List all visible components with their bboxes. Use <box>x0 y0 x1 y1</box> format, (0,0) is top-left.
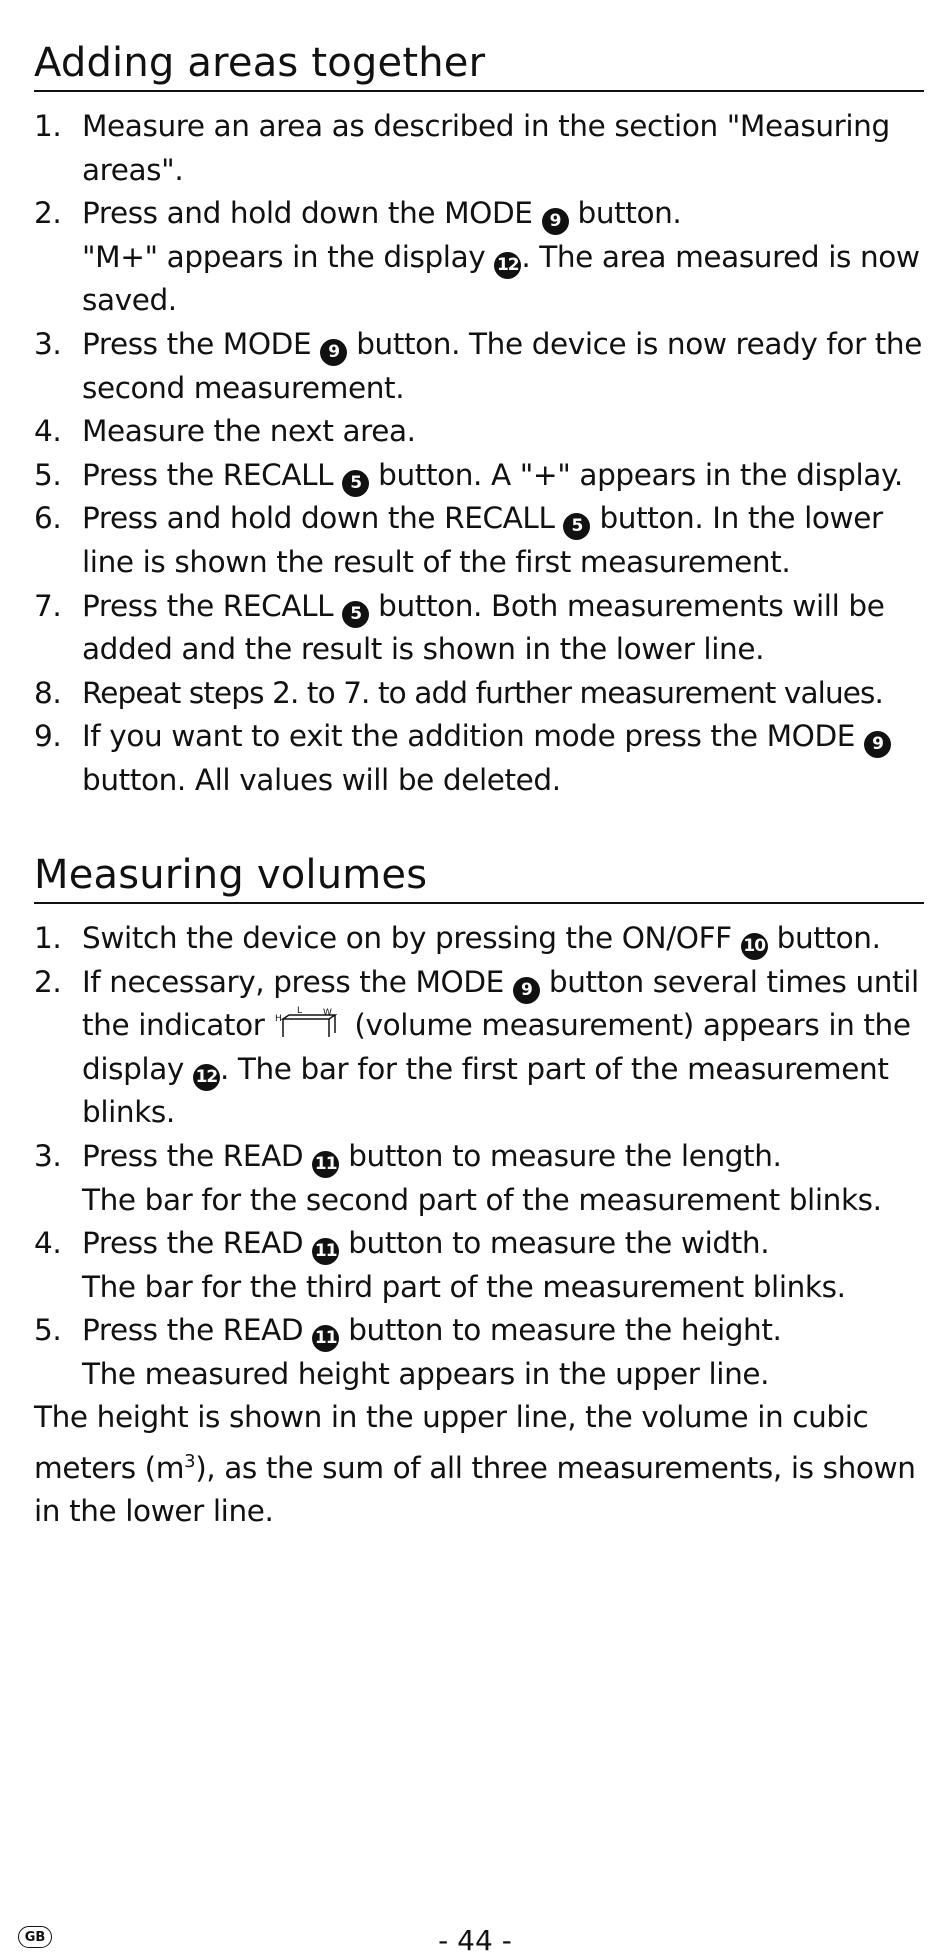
step-text: button. <box>767 921 881 955</box>
list-item <box>34 1222 929 1309</box>
list-item <box>34 192 929 323</box>
mode-button-reference: 9 <box>513 977 540 1004</box>
list-item <box>34 961 929 1135</box>
step-text: "M+" appears in the display <box>82 239 495 274</box>
step-text: Measure an area as described in the section "Measuring areas". <box>82 109 890 187</box>
mode-button-reference: 9 <box>864 731 891 758</box>
on-off-button-reference: 10 <box>741 933 768 960</box>
step-number: 1. <box>34 109 62 143</box>
step-number: 6. <box>34 501 62 536</box>
country-badge: GB <box>18 1926 52 1948</box>
step-number: 9. <box>34 719 62 754</box>
step-text: button. <box>568 196 682 231</box>
list-item <box>34 1135 929 1222</box>
step-number: 8. <box>34 675 62 710</box>
recall-button-reference: 5 <box>563 513 590 540</box>
step-number: 3. <box>34 1138 62 1173</box>
step-text: button to measure the length. <box>339 1138 782 1173</box>
step-text: (volume measurement) appears in the display <box>82 1008 911 1086</box>
step-number: 2. <box>34 196 62 231</box>
paragraph <box>34 1396 929 1534</box>
recall-button-reference: 5 <box>342 470 369 497</box>
step-number: 7. <box>34 588 62 623</box>
step-text: If you want to exit the addition mode press the MODE <box>82 719 865 754</box>
paragraph-text: The height is shown in the upper line, the volume in cubic meters (m <box>34 1400 869 1485</box>
list-item <box>34 1309 929 1396</box>
list-item <box>34 497 929 584</box>
step-text: . The area measured is now saved. <box>82 239 920 318</box>
read-button-reference: 11 <box>312 1325 339 1352</box>
step-text: Repeat steps 2. to 7. to add further measurement values. <box>82 675 883 710</box>
step-text: Press the READ <box>82 1226 313 1261</box>
step-text: button. A "+" appears in the display. <box>369 457 903 492</box>
step-text: If necessary, press the MODE <box>82 964 513 999</box>
step-text: The measured height appears in the upper line. <box>82 1356 770 1391</box>
read-button-reference: 11 <box>312 1151 339 1178</box>
section-heading-adding-areas: Adding areas together <box>34 40 924 92</box>
step-text: button to measure the width. <box>339 1226 770 1261</box>
superscript: 3 <box>184 1450 196 1472</box>
list-item <box>34 672 929 716</box>
step-text: Measure the next area. <box>82 414 416 449</box>
adding-areas-steps <box>34 105 929 803</box>
step-text: Press the MODE <box>82 326 321 361</box>
step-text: Press the RECALL <box>82 588 343 623</box>
recall-button-reference: 5 <box>342 601 369 628</box>
closing-paragraph <box>34 1396 929 1534</box>
list-item <box>34 410 929 454</box>
step-text: button several times until the indicator <box>82 964 919 1043</box>
step-text: Switch the device on by pressing the ON/OFF <box>82 921 741 955</box>
display-reference: 12 <box>193 1064 220 1091</box>
step-number: 4. <box>34 1226 62 1261</box>
step-number: 2. <box>34 964 62 999</box>
step-text: button. Both measurements will be added and the result is shown in the lower line. <box>82 588 885 667</box>
mode-button-reference: 9 <box>320 339 347 366</box>
step-text: . The bar for the first part of the measurement blinks. <box>82 1051 889 1130</box>
step-text: The bar for the second part of the measurement blinks. <box>82 1182 882 1217</box>
step-number: 3. <box>34 326 62 361</box>
section-heading-measuring-volumes: Measuring volumes <box>34 852 924 904</box>
paragraph-text: ), as the sum of all three measurements, is shown in the lower line. <box>34 1450 916 1529</box>
indicator-label-w: W <box>323 1008 332 1019</box>
step-text: button. The device is now ready for the second measurement. <box>82 326 922 405</box>
list-item <box>34 454 929 498</box>
step-text: Press and hold down the RECALL <box>82 501 564 536</box>
step-text: button. In the lower line is shown the result of the first measurement. <box>82 501 883 579</box>
step-number: 5. <box>34 1313 62 1348</box>
measuring-volumes-steps <box>34 917 929 1397</box>
step-number: 1. <box>34 921 62 955</box>
step-text: button to measure the height. <box>339 1313 782 1348</box>
display-reference: 12 <box>494 252 521 279</box>
list-item <box>34 105 929 192</box>
step-text: Press the READ <box>82 1138 313 1173</box>
step-text: Press the READ <box>82 1313 313 1348</box>
step-text: The bar for the third part of the measurement blinks. <box>82 1269 846 1304</box>
list-item <box>34 323 929 410</box>
list-item <box>34 715 929 802</box>
volume-indicator-icon <box>273 1005 345 1041</box>
mode-button-reference: 9 <box>542 208 569 235</box>
step-number: 4. <box>34 414 62 449</box>
step-text: Press and hold down the MODE <box>82 196 542 231</box>
list-item <box>34 585 929 672</box>
step-number: 5. <box>34 457 62 492</box>
indicator-label-h: H <box>275 1014 282 1025</box>
indicator-label-l: L <box>297 1006 303 1017</box>
list-item <box>34 917 929 961</box>
read-button-reference: 11 <box>312 1238 339 1265</box>
step-text: Press the RECALL <box>82 457 343 492</box>
step-text: button. All values will be deleted. <box>82 762 561 797</box>
page-number: - 44 - <box>438 1924 512 1957</box>
